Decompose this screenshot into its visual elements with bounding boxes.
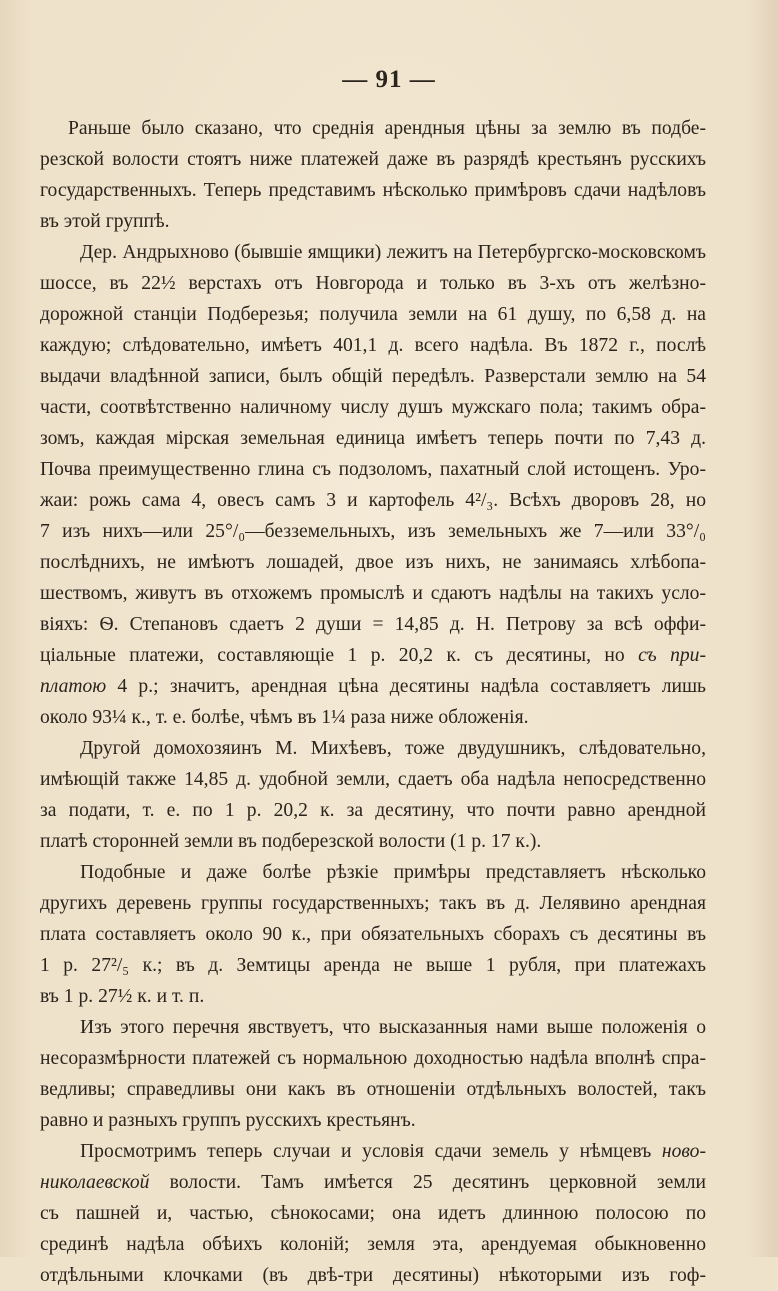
line-text: каждую; слѣдовательно, имѣетъ 401,1 д. всего надѣла. Въ 1872 г., послѣ [40,335,706,356]
text-line [40,981,706,1012]
body-text [40,113,706,1291]
text-line [40,888,706,919]
line-text: около 93¼ к., т. е. болѣе, чѣмъ въ 1¼ раза ниже обложенія. [40,707,529,728]
line-text: послѣднихъ, не имѣютъ лошадей, двое изъ нихъ, не занимаясь хлѣбопа- [40,552,706,573]
text-line [40,1105,706,1136]
text-line [40,733,706,764]
text-line [40,1198,706,1229]
line-text: 7 изъ нихъ—или 25°/₀—безземельныхъ, изъ земельныхъ же 7—или 33°/₀ [40,521,706,542]
line-text: шествомъ, живутъ въ отхожемъ промыслѣ и сдаютъ надѣлы на такихъ усло- [40,583,706,604]
line-text: платѣ сторонней земли въ подберезской волости (1 р. 17 к.). [40,831,542,852]
line-text: резской волости стоятъ ниже платежей даже въ разрядѣ крестьянъ русскихъ [40,149,706,170]
line-text: ціальные платежи, составляющіе 1 р. 20,2 к. съ десятины, но [40,645,625,666]
italic-text: платою [40,676,107,697]
text-line [40,516,706,547]
line-text: имѣющій также 14,85 д. удобной земли, сдаетъ оба надѣла непосредственно [40,769,706,790]
line-text: 4 р.; значитъ, арендная цѣна десятины надѣла составляетъ лишь [117,676,706,697]
text-line [40,1012,706,1043]
line-text: Почва преимущественно глина съ подзоломъ, пахатный слой истощенъ. Уро- [40,459,706,480]
text-line [40,1167,706,1198]
line-text: Раньше было сказано, что среднія арендныя цѣны за землю въ подбе- [68,118,706,139]
line-text: части, соотвѣтственно наличному числу душъ мужскаго пола; такимъ обра- [40,397,706,418]
text-line [40,1074,706,1105]
text-line [40,826,706,857]
text-line [40,175,706,206]
text-line [40,206,706,237]
text-line [40,268,706,299]
text-line [40,485,706,516]
text-line [40,640,706,671]
line-text: за подати, т. е. по 1 р. 20,2 к. за десятину, что почти равно арендной [40,800,706,821]
text-line [40,547,706,578]
line-text: зомъ, каждая мірская земельная единица имѣетъ теперь почти по 7,43 д. [40,428,706,449]
italic-text: съ при- [638,645,706,666]
line-text: съ пашней и, частью, сѣнокосами; она идетъ длинною полосою по [40,1203,706,1224]
text-line [40,609,706,640]
line-text: срединѣ надѣла обѣихъ колоній; земля эта, арендуемая обыкновенно [40,1234,706,1255]
line-text: Просмотримъ теперь случаи и условія сдачи земель у нѣмцевъ [80,1141,652,1162]
line-text: волости. Тамъ имѣется 25 десятинъ церковной земли [169,1172,706,1193]
text-line [40,764,706,795]
text-line [40,578,706,609]
line-text: шоссе, въ 22½ верстахъ отъ Новгорода и только въ 3-хъ отъ желѣзно- [40,273,706,294]
text-line [40,795,706,826]
line-text: 1 р. 27²/₅ к.; въ д. Земтицы аренда не выше 1 рубля, при платежахъ [40,955,706,976]
line-text: несоразмѣрности платежей съ нормальною доходностью надѣла вполнѣ спра- [40,1048,706,1069]
line-text: дорожной станціи Подберезья; получила земли на 61 душу, по 6,58 д. на [40,304,706,325]
line-text: жаи: рожь сама 4, овесъ самъ 3 и картофель 4²/₃. Всѣхъ дворовъ 28, но [40,490,706,511]
line-text: отдѣльными клочками (въ двѣ-три десятины) нѣкоторыми изъ гоф- [40,1265,706,1286]
line-text: выдачи владѣнной записи, былъ общій передѣлъ. Разверстали землю на 54 [40,366,706,387]
text-line [40,671,706,702]
line-text: другихъ деревень группы государственныхъ; такъ въ д. Лелявино арендная [40,893,706,914]
line-text: въ 1 р. 27½ к. и т. п. [40,986,205,1007]
text-line [40,423,706,454]
line-text: плата составляетъ около 90 к., при обязательныхъ сборахъ съ десятины въ [40,924,706,945]
line-text: въ этой группѣ. [40,211,170,232]
italic-text: ново- [661,1141,706,1162]
line-text: Дер. Андрыхново (бывшіе ямщики) лежитъ на Петербургско-московскомъ [80,242,706,263]
text-line [40,1136,706,1167]
text-line [40,454,706,485]
text-line [40,144,706,175]
line-text: Подобные и даже болѣе рѣзкіе примѣры представляетъ нѣсколько [80,862,706,883]
text-line [40,237,706,268]
text-line [40,857,706,888]
text-line [40,392,706,423]
text-line [40,113,706,144]
text-line [40,330,706,361]
line-text: государственныхъ. Теперь представимъ нѣсколько примѣровъ сдачи надѣловъ [40,180,706,201]
text-line [40,702,706,733]
text-line [40,1229,706,1260]
text-line [40,1043,706,1074]
page-number: — 91 — [342,66,436,93]
line-text: віяхъ: Ѳ. Степановъ сдаетъ 2 души = 14,85 д. Н. Петрову за всѣ оффи- [40,614,706,635]
text-line [40,361,706,392]
line-text: ведливы; справедливы они какъ въ отношеніи отдѣльныхъ волостей, такъ [40,1079,706,1100]
text-line [40,1260,706,1291]
text-line [40,299,706,330]
line-text: Изъ этого перечня явствуетъ, что высказанныя нами выше положенія о [80,1017,706,1038]
italic-text: николаевской [40,1172,150,1193]
text-line [40,950,706,981]
line-text: Другой домохозяинъ М. Михѣевъ, тоже двудушникъ, слѣдовательно, [80,738,706,759]
line-text: равно и разныхъ группъ русскихъ крестьянъ. [40,1110,416,1131]
text-line [40,919,706,950]
